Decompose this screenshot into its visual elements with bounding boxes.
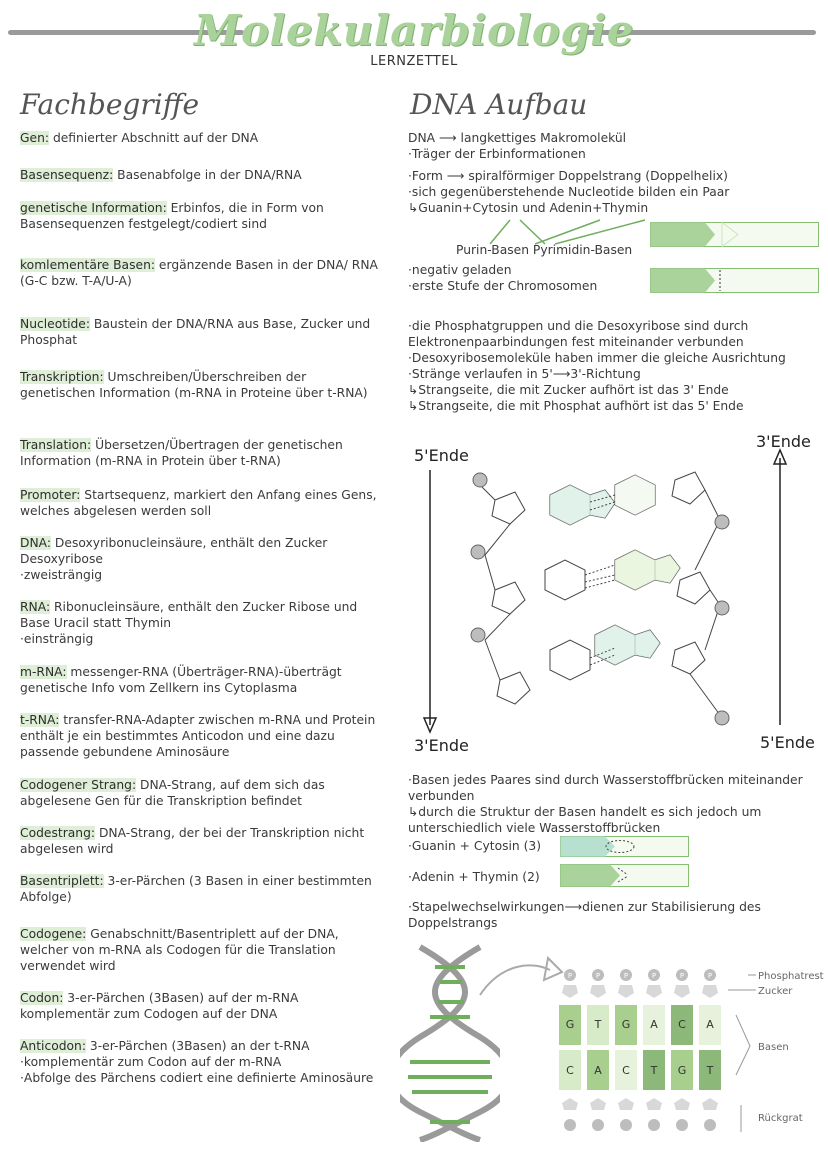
base-letter-top: C: [678, 1018, 686, 1031]
sugar-shape: [646, 1098, 662, 1110]
term-key: Transkription:: [20, 370, 104, 384]
phosphate-label: P: [623, 972, 629, 980]
term-key: Basensequenz:: [20, 168, 114, 182]
base-letter-bottom: T: [650, 1064, 658, 1077]
term-definition: DNA-Strang, auf dem sich das abgelesene Gen für die Transkription befindet: [20, 778, 325, 808]
term-definition: transfer-RNA-Adapter zwischen m-RNA und Protein enthält je ein bestimmtes Anticodon und eine dazu passende gebundene Aminosäure: [20, 713, 376, 759]
end-label-top-left: 5'Ende: [414, 446, 469, 465]
term-key: t-RNA:: [20, 713, 60, 727]
hydrogen-bond-text: [408, 772, 818, 836]
dna-line: ·Träger der Erbinformationen: [408, 147, 586, 161]
base-letter-bottom: T: [706, 1064, 714, 1077]
phosphate-circle: [592, 1119, 604, 1131]
dna-line: ·sich gegenüberstehende Nucleotide bilden ein Paar: [408, 185, 730, 199]
term-definition: 3-er-Pärchen (3Basen) auf der m-RNA komplementär zum Codogen auf der DNA: [20, 991, 299, 1021]
phosphate-label: P: [679, 972, 685, 980]
term-definition: ergänzende Basen in der DNA/ RNA (G-C bzw. T-A/U-A): [20, 258, 378, 288]
term-key: Basentriplett:: [20, 874, 104, 888]
term-definition: 3-er-Pärchen (3 Basen in einer bestimmten Abfolge): [20, 874, 372, 904]
base-letter-top: T: [594, 1018, 602, 1031]
term-key: Codestrang:: [20, 826, 96, 840]
sugar-shape: [674, 985, 690, 998]
term-key: DNA:: [20, 536, 52, 550]
base-letter-bottom: C: [622, 1064, 630, 1077]
term-entry: [20, 535, 380, 583]
dna-line: DNA ⟶ langkettiges Makromolekül: [408, 131, 627, 145]
dna-molecule-diagram: [410, 440, 820, 740]
pair-at-label: ·Adenin + Thymin (2): [408, 870, 540, 884]
base-letter-top: A: [706, 1018, 714, 1031]
sugar-shape: [674, 1098, 690, 1110]
dna-line: ·negativ geladen: [408, 263, 512, 277]
sugar-shape: [618, 1098, 634, 1110]
term-key: Gen:: [20, 131, 50, 145]
term-key: komlementäre Basen:: [20, 258, 156, 272]
dna-ladder-diagram: [556, 960, 828, 1140]
phosphate-label: P: [595, 972, 601, 980]
term-key: m-RNA:: [20, 665, 67, 679]
term-entry: [20, 599, 380, 647]
term-entry: [20, 437, 380, 469]
term-key: Anticodon:: [20, 1039, 86, 1053]
phosphate-circle: [620, 1119, 632, 1131]
term-entry: [20, 130, 380, 146]
term-definition: definierter Abschnitt auf der DNA: [49, 131, 259, 145]
term-definition: 3-er-Pärchen (3Basen) an der t-RNA: [86, 1039, 310, 1053]
term-entry: [20, 926, 380, 974]
sugar-shape: [702, 985, 718, 998]
term-key: Nucleotide:: [20, 317, 91, 331]
end-label-bottom-right: 5'Ende: [760, 733, 815, 752]
term-definition: Umschreiben/Überschreiben der genetischen Information (m-RNA in Proteine über t-RNA): [20, 370, 368, 400]
term-key: Translation:: [20, 438, 92, 452]
term-entry: [20, 873, 380, 905]
at-pair-bar: [560, 864, 690, 888]
sugar-shape: [618, 985, 634, 998]
phosphate-label: P: [707, 972, 713, 980]
term-entry: [20, 664, 380, 696]
page-subtitle: LERNZETTEL: [370, 54, 458, 69]
term-extra: ·Abfolge des Pärchens codiert eine definierte Aminosäure: [20, 1071, 374, 1085]
term-definition: Genabschnitt/Basentriplett auf der DNA, welcher von m-RNA als Codogen für die Translation verwendet wird: [20, 927, 339, 973]
phosphate-label: P: [567, 972, 573, 980]
term-definition: Ribonucleinsäure, enthält den Zucker Ribose und Base Uracil statt Thymin: [20, 600, 358, 630]
label-phosphatrest: Phosphatrest: [758, 971, 824, 982]
dna-line: ·erste Stufe der Chromosomen: [408, 279, 598, 293]
dna-line: ↳Strangseite, die mit Zucker aufhört ist das 3' Ende: [408, 383, 729, 397]
phosphate-circle: [648, 1119, 660, 1131]
term-definition: Baustein der DNA/RNA aus Base, Zucker und Phosphat: [20, 317, 371, 347]
sugar-shape: [702, 1098, 718, 1110]
end-label-top-right: 3'Ende: [756, 432, 811, 451]
sugar-shape: [646, 985, 662, 998]
term-key: genetische Information:: [20, 201, 167, 215]
dna-line: ·Form ⟶ spiralförmiger Doppelstrang (Doppelhelix): [408, 169, 728, 183]
phosphate-label: P: [651, 972, 657, 980]
term-entry: [20, 316, 380, 348]
term-entry: [20, 777, 380, 809]
term-definition: Erbinfos, die in Form von Basensequenzen festgelegt/codiert sind: [20, 201, 324, 231]
pair-gc-label: ·Guanin + Cytosin (3): [408, 839, 542, 853]
base-letter-bottom: A: [594, 1064, 602, 1077]
term-entry: [20, 369, 380, 401]
dna-line: ·Stränge verlaufen in 5'⟶3'-Richtung: [408, 367, 641, 381]
stacking-text: ·Stapelwechselwirkungen⟶dienen zur Stabilisierung des Doppelstrangs: [408, 900, 761, 930]
term-definition: messenger-RNA (Überträger-RNA)-überträgt genetische Info vom Zellkern ins Cytoplasma: [20, 665, 342, 695]
term-extra: ·zweisträngig: [20, 568, 103, 582]
dna-line: ·Basen jedes Paares sind durch Wasserstoffbrücken miteinander verbunden: [408, 773, 803, 803]
phosphate-circle: [676, 1119, 688, 1131]
term-key: Promoter:: [20, 488, 81, 502]
dna-line: ↳Guanin+Cytosin und Adenin+Thymin: [408, 201, 649, 215]
purine-pyrimidine-label: Purin-Basen Pyrimidin-Basen: [456, 243, 633, 257]
term-entry: [20, 487, 380, 519]
term-definition: Startsequenz, markiert den Anfang eines Gens, welches abgelesen werden soll: [20, 488, 377, 518]
term-entry: [20, 712, 380, 760]
base-letter-top: A: [650, 1018, 658, 1031]
sugar-shape: [590, 985, 606, 998]
fachbegriffe-heading: Fachbegriffe: [20, 88, 200, 121]
dna-line: ·die Phosphatgruppen und die Desoxyribose sind durch Elektronenpaarbindungen fest miteinander verbunden: [408, 319, 749, 349]
base-letter-bottom: G: [677, 1064, 687, 1077]
term-definition: Desoxyribonucleinsäure, enthält den Zucker Desoxyribose: [20, 536, 328, 566]
base-pair-bar-1: [650, 222, 820, 248]
term-key: RNA:: [20, 600, 51, 614]
term-extra: ·einsträngig: [20, 632, 94, 646]
term-entry: [20, 1038, 380, 1086]
dna-line: ↳durch die Struktur der Basen handelt es sich jedoch um unterschiedlich viele Wasserstoffbrücken: [408, 805, 762, 835]
base-letter-top: G: [621, 1018, 631, 1031]
gc-pair-bar: [560, 836, 690, 858]
term-entry: [20, 257, 380, 289]
label-zucker: Zucker: [758, 986, 793, 997]
label-basen: Basen: [758, 1042, 789, 1053]
dna-structure-text: [408, 318, 818, 414]
dna-line: ·Desoxyribosemoleküle haben immer die gleiche Ausrichtung: [408, 351, 786, 365]
helix-to-ladder-arrow: [470, 950, 573, 1010]
term-entry: [20, 825, 380, 857]
phosphate-circle: [704, 1119, 716, 1131]
term-extra: ·komplementär zum Codon auf der m-RNA: [20, 1055, 282, 1069]
term-definition: Übersetzen/Übertragen der genetischen Information (m-RNA in Protein über t-RNA): [20, 438, 343, 468]
term-key: Codogener Strang:: [20, 778, 137, 792]
pairing-connector-lines: [450, 218, 650, 246]
end-label-bottom-left: 3'Ende: [414, 736, 469, 755]
base-letter-bottom: C: [566, 1064, 574, 1077]
term-entry: [20, 167, 380, 183]
sugar-shape: [590, 1098, 606, 1110]
phosphate-circle: [564, 1119, 576, 1131]
term-key: Codogene:: [20, 927, 87, 941]
term-entry: [20, 990, 380, 1022]
dna-intro-text: [408, 130, 818, 216]
page-title: Molekularbiologie: [194, 6, 634, 55]
base-pair-bar-2: [650, 268, 820, 294]
base-letter-top: G: [565, 1018, 575, 1031]
term-definition: Basenabfolge in der DNA/RNA: [113, 168, 302, 182]
term-definition: DNA-Strang, der bei der Transkription nicht abgelesen wird: [20, 826, 365, 856]
term-key: Codon:: [20, 991, 64, 1005]
label-rueckgrat: Rückgrat: [758, 1113, 803, 1124]
sugar-shape: [562, 1098, 578, 1110]
term-entry: [20, 200, 380, 232]
sugar-shape: [562, 985, 578, 998]
dna-line: ↳Strangseite, die mit Phosphat aufhört ist das 5' Ende: [408, 399, 744, 413]
dna-aufbau-heading: DNA Aufbau: [410, 88, 588, 121]
